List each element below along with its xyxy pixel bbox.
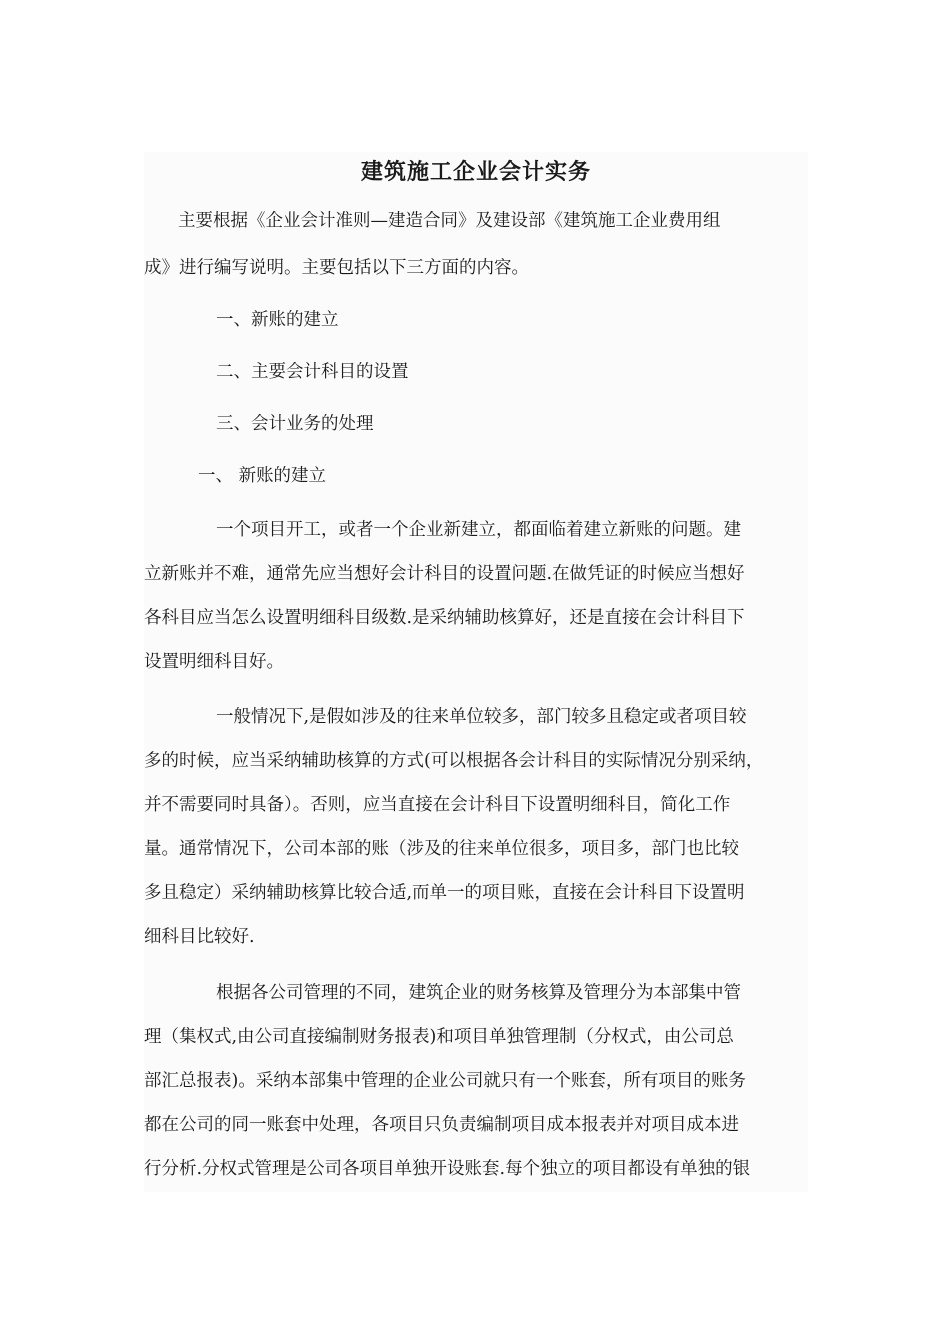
document-body: [144, 152, 808, 1192]
paragraph3-line-3: 部汇总报表)。采纳本部集中管理的企业公司就只有一个账套，所有项目的账务: [144, 1071, 746, 1091]
intro-line-2: 成》进行编写说明。主要包括以下三方面的内容。: [144, 258, 529, 278]
paragraph3-line-1: 根据各公司管理的不同，建筑企业的财务核算及管理分为本部集中管: [216, 983, 741, 1003]
outline-item-3: 三、会计业务的处理: [216, 414, 374, 434]
paragraph2-line-3: 并不需要同时具备）。否则，应当直接在会计科目下设置明细科目，简化工作: [144, 795, 731, 815]
paragraph3-line-5: 行分析.分权式管理是公司各项目单独开设账套.每个独立的项目都设有单独的银: [144, 1159, 751, 1179]
paragraph1-line-2: 立新账并不难，通常先应当想好会计科目的设置问题.在做凭证的时候应当想好: [144, 564, 745, 584]
paragraph2-line-1: 一般情况下,是假如涉及的往来单位较多，部门较多且稳定或者项目较: [216, 707, 747, 727]
outline-item-1: 一、新账的建立: [216, 310, 339, 330]
paragraph1-line-4: 设置明细科目好。: [144, 652, 284, 672]
paragraph2-line-2: 多的时候，应当采纳辅助核算的方式(可以根据各会计科目的实际情况分别采纳，: [144, 751, 764, 771]
paragraph2-line-4: 量。通常情况下，公司本部的账（涉及的往来单位很多，项目多，部门也比较: [144, 839, 739, 859]
document-title: 建筑施工企业会计实务: [360, 159, 591, 185]
paragraph2-line-6: 细科目比较好.: [144, 927, 255, 947]
paragraph3-line-4: 都在公司的同一账套中处理，各项目只负责编制项目成本报表并对项目成本进: [144, 1115, 739, 1135]
paragraph1-line-3: 各科目应当怎么设置明细科目级数.是采纳辅助核算好，还是直接在会计科目下: [144, 608, 745, 628]
paragraph2-line-5: 多且稳定）采纳辅助核算比较合适,而单一的项目账，直接在会计科目下设置明: [144, 883, 745, 903]
paragraph1-line-1: 一个项目开工，或者一个企业新建立，都面临着建立新账的问题。建: [216, 520, 741, 540]
outline-item-2: 二、主要会计科目的设置: [216, 362, 409, 382]
paragraph3-line-2: 理（集权式,由公司直接编制财务报表)和项目单独管理制（分权式，由公司总: [144, 1027, 734, 1047]
section-heading: 一、 新账的建立: [198, 466, 327, 486]
intro-line-1: 主要根据《企业会计准则—建造合同》及建设部《建筑施工企业费用组: [178, 211, 721, 231]
